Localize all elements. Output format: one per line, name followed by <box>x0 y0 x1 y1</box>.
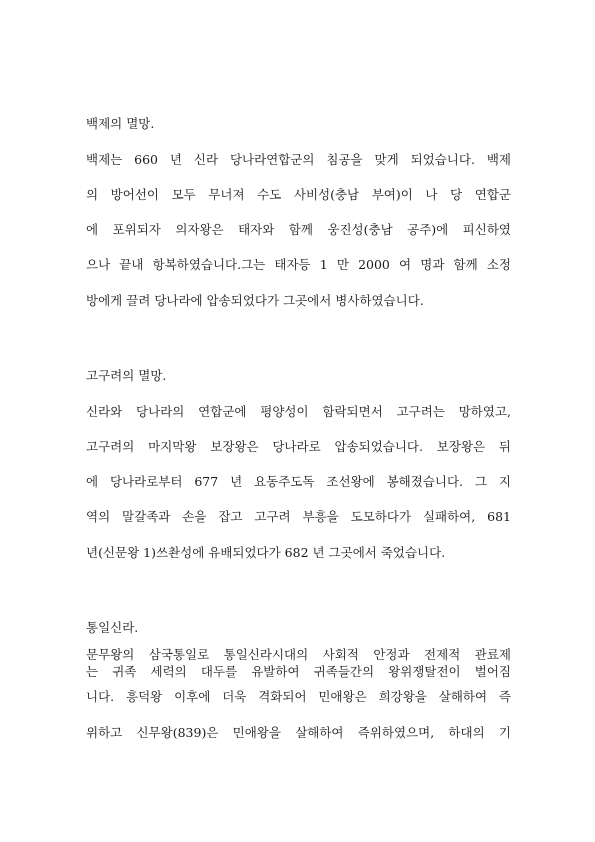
paragraph-line: 에 포위되자 의자왕은 태자와 함께 웅진성(충남 공주)에 피신하였 <box>86 222 511 237</box>
paragraph-line: 년(신문왕 1)쓰촨성에 유배되었다가 682 년 그곳에서 죽었습니다. <box>86 545 446 560</box>
paragraph-line: 신라와 당나라의 연합군에 평양성이 함락되면서 고구려는 망하였고, <box>86 404 511 419</box>
paragraph-line: 방에게 끌려 당나라에 압송되었다가 그곳에서 병사하였습니다. <box>86 293 424 308</box>
paragraph-line: 는 귀족 세력의 대두를 유발하여 귀족들간의 왕위쟁탈전이 벌어짐 <box>86 664 511 679</box>
paragraph-line: 니다. 흥덕왕 이후에 더욱 격화되어 민애왕은 희강왕을 살해하여 즉 <box>86 689 511 704</box>
paragraph-line: 백제는 660 년 신라 당나라연합군의 침공을 맞게 되었습니다. 백제 <box>86 152 511 167</box>
section-heading-baekje: 백제의 멸망. <box>86 116 155 131</box>
paragraph-line: 위하고 신무왕(839)은 민애왕을 살해하여 즉위하였으며, 하대의 기 <box>86 725 511 740</box>
paragraph-line: 문무왕의 삼국통일로 통일신라시대의 사회적 안정과 전제적 관료제 <box>86 647 511 662</box>
paragraph-line: 역의 말갈족과 손을 잡고 고구려 부흥을 도모하다가 실패하여, 681 <box>86 509 511 524</box>
paragraph-line: 에 당나라로부터 677 년 요동주도독 조선왕에 봉해졌습니다. 그 지 <box>86 474 511 489</box>
paragraph-line: 고구려의 마지막왕 보장왕은 당나라로 압송되었습니다. 보장왕은 뒤 <box>86 439 511 454</box>
section-heading-goguryeo: 고구려의 멸망. <box>86 368 167 383</box>
section-heading-unified-silla: 통일신라. <box>86 620 139 635</box>
paragraph-line: 의 방어선이 모두 무너져 수도 사비성(충남 부여)이 나 당 연합군 <box>86 187 511 202</box>
paragraph-line: 으나 끝내 항복하였습니다.그는 태자등 1 만 2000 여 명과 함께 소정 <box>86 257 511 272</box>
